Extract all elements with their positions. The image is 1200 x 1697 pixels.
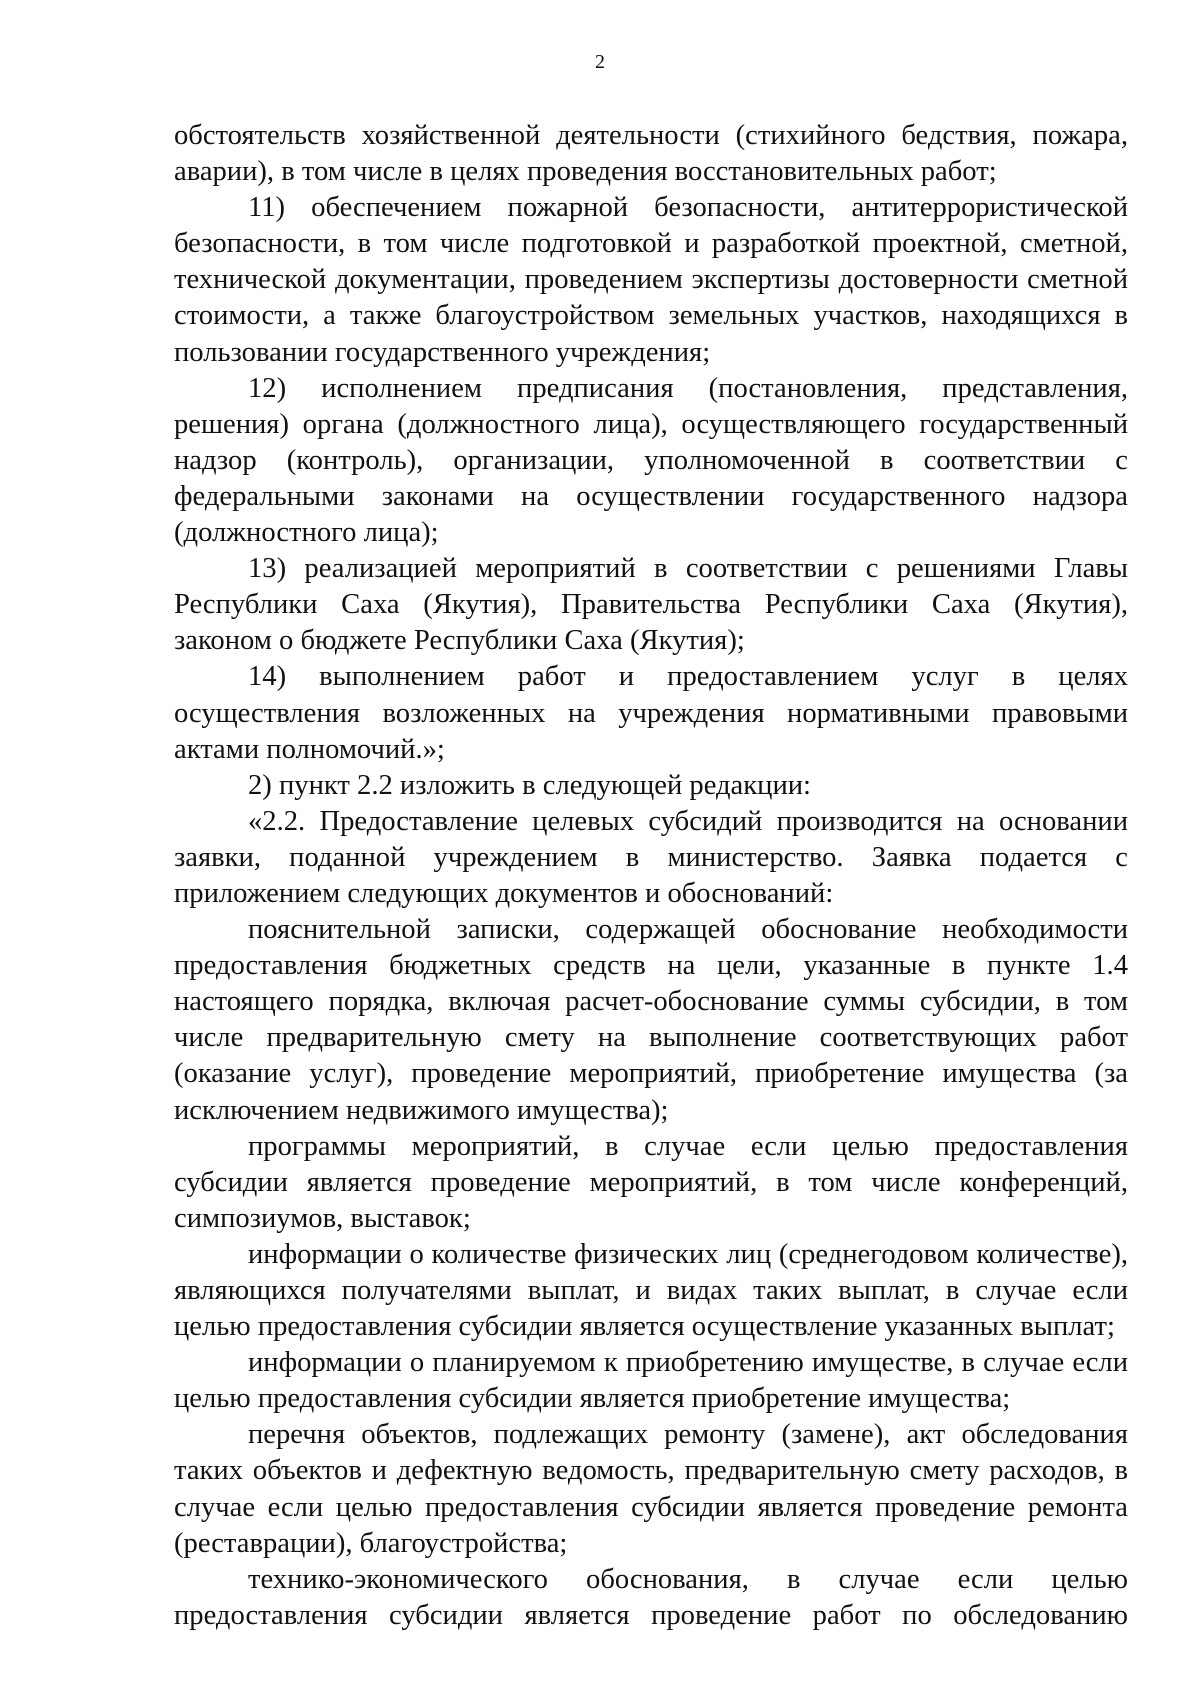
page-number: 2 bbox=[595, 51, 605, 73]
document-requirement: перечня объектов, подлежащих ремонту (замене), акт обследования таких объектов и дефектную ведомость, предварительную смету расходов, в случае если целью предоставления субсидии является проведение ремонта (реставрации), благоустройства; bbox=[174, 1419, 1128, 1559]
paragraph: обстоятельств хозяйственной деятельности (стихийного бедствия, пожара, аварии), в том числе в целях проведения восстановительных работ; bbox=[174, 120, 1128, 188]
list-item-11: 11) обеспечением пожарной безопасности, антитеррористической безопасности, в том числе подготовкой и разработкой проектной, сметной, технической документации, проведением экспертизы достоверности сметной стоимости, а также благоустройством земельных участков, находящихся в пользовании государственного учреждения; bbox=[174, 192, 1128, 368]
clause-2-2: «2.2. Предоставление целевых субсидий производится на основании заявки, поданной учреждением в министерство. Заявка подается с приложением следующих документов и обоснований: bbox=[174, 805, 1128, 909]
list-item-13: 13) реализацией мероприятий в соответствии с решениями Главы Республики Саха (Якутия), Правительства Республики Саха (Якутия), законом о бюджете Республики Саха (Якутия); bbox=[174, 553, 1128, 657]
document-requirement: пояснительной записки, содержащей обоснование необходимости предоставления бюджетных средств на цели, указанные в пункте 1.4 настоящего порядка, включая расчет-обоснование суммы субсидии, в том числе предварительную смету на выполнение соответствующих работ (оказание услуг), проведение мероприятий, приобретение имущества (за исключением недвижимого имущества); bbox=[174, 914, 1128, 1126]
document-requirement: информации о планируемом к приобретению имуществе, в случае если целью предоставления субсидии является приобретение имущества; bbox=[174, 1347, 1128, 1415]
document-body bbox=[174, 118, 1128, 1634]
amendment-item-2: 2) пункт 2.2 изложить в следующей редакции: bbox=[248, 769, 811, 801]
document-requirement: технико-экономического обоснования, в случае если целью предоставления субсидии является проведение работ по обследованию bbox=[174, 1563, 1128, 1631]
list-item-12: 12) исполнением предписания (постановления, представления, решения) органа (должностного лица), осуществляющего государственный надзор (контроль), организации, уполномоченной в соответствии с федеральными законами на осуществлении государственного надзора (должностного лица); bbox=[174, 372, 1128, 549]
document-requirement: программы мероприятий, в случае если целью предоставления субсидии является проведение мероприятий, в том числе конференций, симпозиумов, выставок; bbox=[174, 1130, 1128, 1234]
document-requirement: информации о количестве физических лиц (среднегодовом количестве), являющихся получателями выплат, и видах таких выплат, в случае если целью предоставления субсидии является осуществление указанных выплат; bbox=[174, 1238, 1128, 1343]
list-item-14: 14) выполнением работ и предоставлением услуг в целях осуществления возложенных на учреждения нормативными правовыми актами полномочий.»; bbox=[174, 661, 1128, 765]
